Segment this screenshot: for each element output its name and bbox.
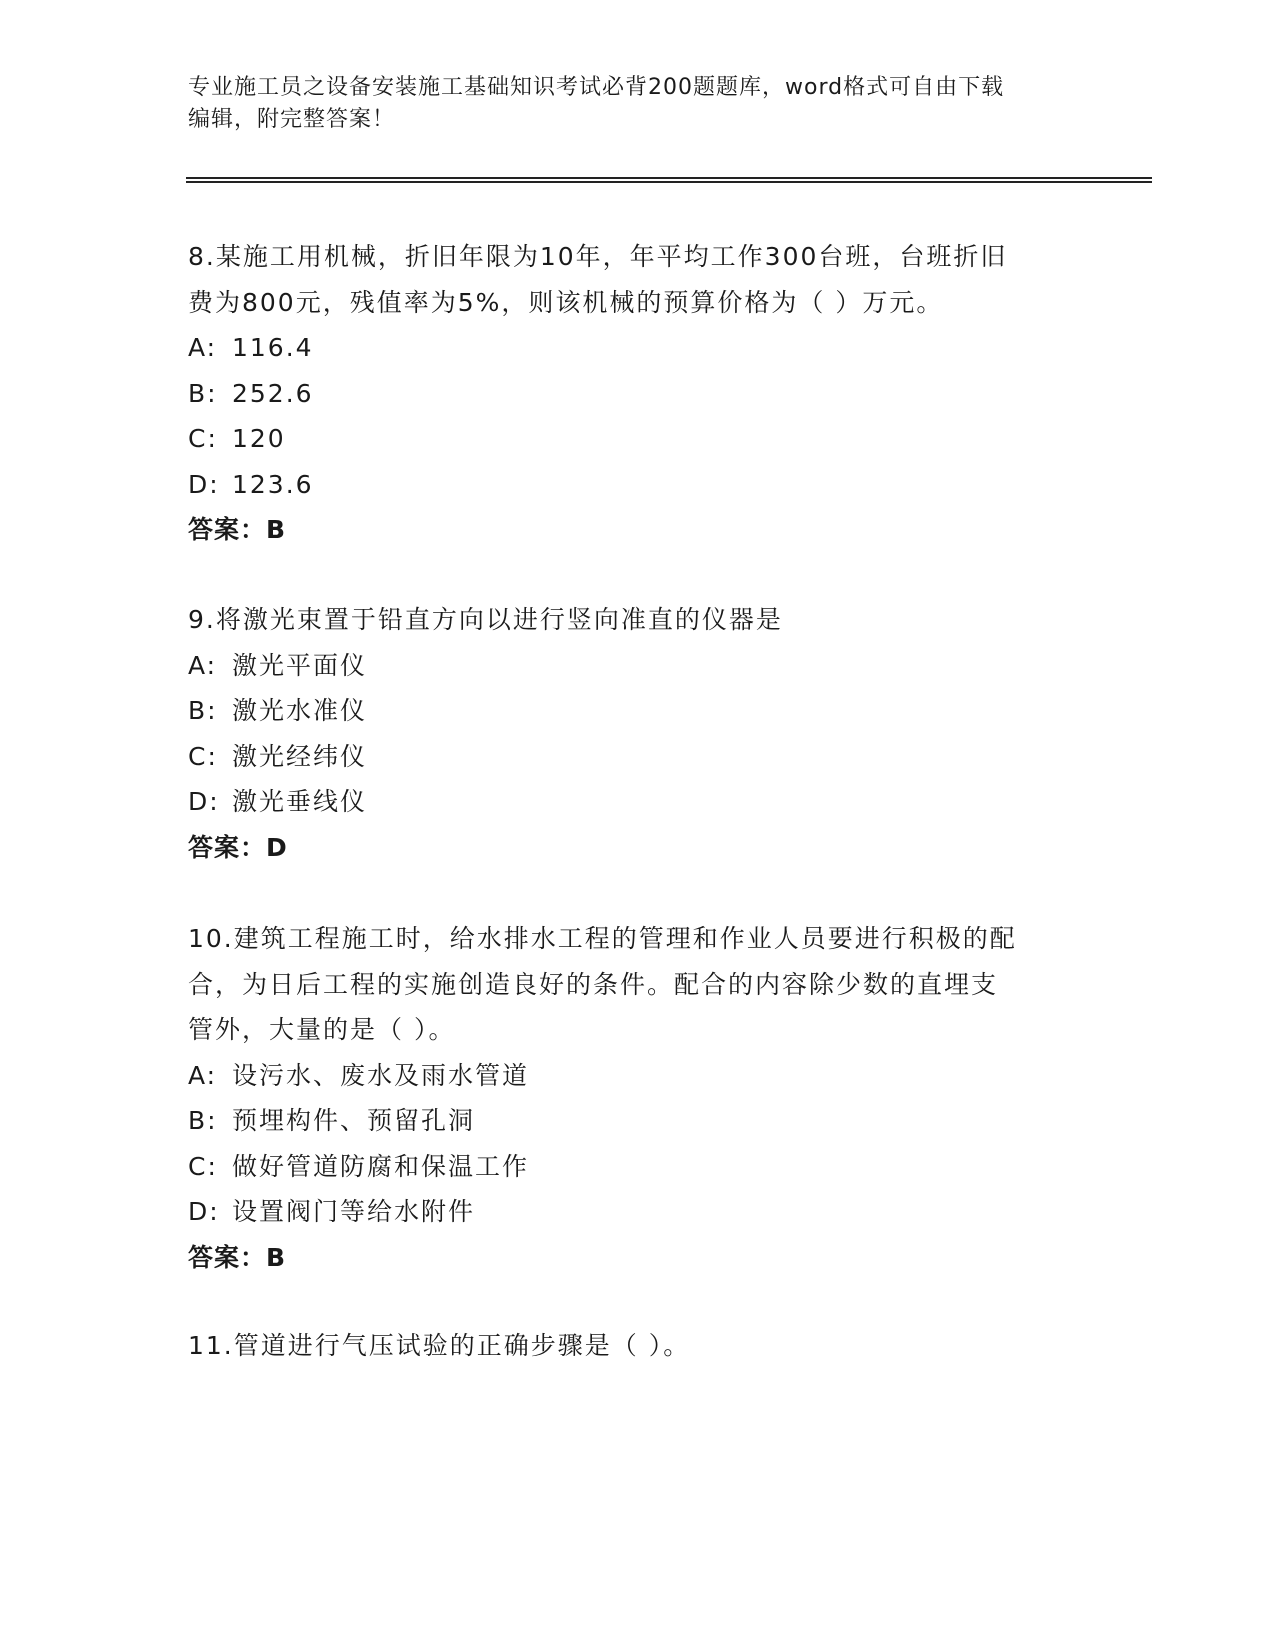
option-text: 116.4 [232, 333, 314, 362]
header-divider-bottom [186, 181, 1152, 183]
option-c [188, 416, 1088, 462]
option-text: 做好管道防腐和保温工作 [232, 1151, 530, 1181]
option-text: 123.6 [232, 469, 314, 499]
option-letter: B: [188, 1106, 218, 1135]
option-d [188, 1189, 1088, 1235]
question-stem-line: 管外，大量的是（ ）。 [188, 1015, 456, 1044]
option-letter: C: [188, 741, 218, 771]
option-text: 252.6 [232, 378, 314, 408]
option-text: 设置阀门等给水附件 [232, 1197, 476, 1226]
document-header [188, 72, 1088, 136]
header-divider-top [186, 177, 1152, 179]
question-stem-line: 费为800元，残值率为5%，则该机械的预算价格为（ ）万元。 [188, 287, 944, 317]
question-10 [188, 916, 1088, 1280]
question-stem-line: 10.建筑工程施工时，给水排水工程的管理和作业人员要进行积极的配 [188, 924, 1017, 953]
option-text: 激光垂线仪 [232, 787, 368, 816]
option-letter: B: [188, 378, 218, 408]
answer-line: 答案：B [188, 515, 287, 544]
option-letter: C: [188, 424, 218, 453]
question-11 [188, 1323, 1088, 1369]
question-stem-line: 11.管道进行气压试验的正确步骤是（ ）。 [188, 1331, 691, 1360]
option-b [188, 688, 1088, 734]
option-b [188, 1098, 1088, 1144]
option-letter: D: [188, 1197, 220, 1226]
option-a [188, 325, 1088, 371]
option-text: 预埋构件、预留孔洞 [232, 1106, 476, 1135]
question-8 [188, 234, 1088, 553]
option-text: 激光经纬仪 [232, 741, 368, 771]
header-title-line-1: 专业施工员之设备安装施工基础知识考试必背200题题库，word格式可自由下载 [188, 75, 1005, 100]
question-stem-line: 合，为日后工程的实施创造良好的条件。配合的内容除少数的直埋支 [188, 969, 999, 999]
option-letter: C: [188, 1151, 218, 1181]
header-title-line-2: 编辑，附完整答案！ [188, 107, 396, 132]
option-letter: D: [188, 469, 220, 499]
answer-line: 答案：B [188, 1242, 287, 1272]
question-stem-line: 8.某施工用机械，折旧年限为10年，年平均工作300台班，台班折旧 [188, 242, 1008, 271]
option-letter: A: [188, 333, 218, 362]
option-b [188, 371, 1088, 417]
option-a [188, 1053, 1088, 1099]
answer-line: 答案：D [188, 832, 288, 862]
option-c [188, 1144, 1088, 1190]
option-letter: A: [188, 1060, 218, 1090]
option-letter: B: [188, 696, 218, 725]
option-text: 设污水、废水及雨水管道 [232, 1060, 530, 1090]
option-text: 激光水准仪 [232, 696, 368, 725]
question-9 [188, 597, 1088, 870]
option-text: 激光平面仪 [232, 650, 368, 680]
option-text: 120 [232, 424, 286, 453]
option-c [188, 734, 1088, 780]
option-d [188, 779, 1088, 825]
question-stem-line: 9.将激光束置于铅直方向以进行竖向准直的仪器是 [188, 605, 783, 634]
option-a [188, 643, 1088, 689]
option-letter: A: [188, 650, 218, 680]
option-letter: D: [188, 787, 220, 816]
option-d [188, 462, 1088, 508]
